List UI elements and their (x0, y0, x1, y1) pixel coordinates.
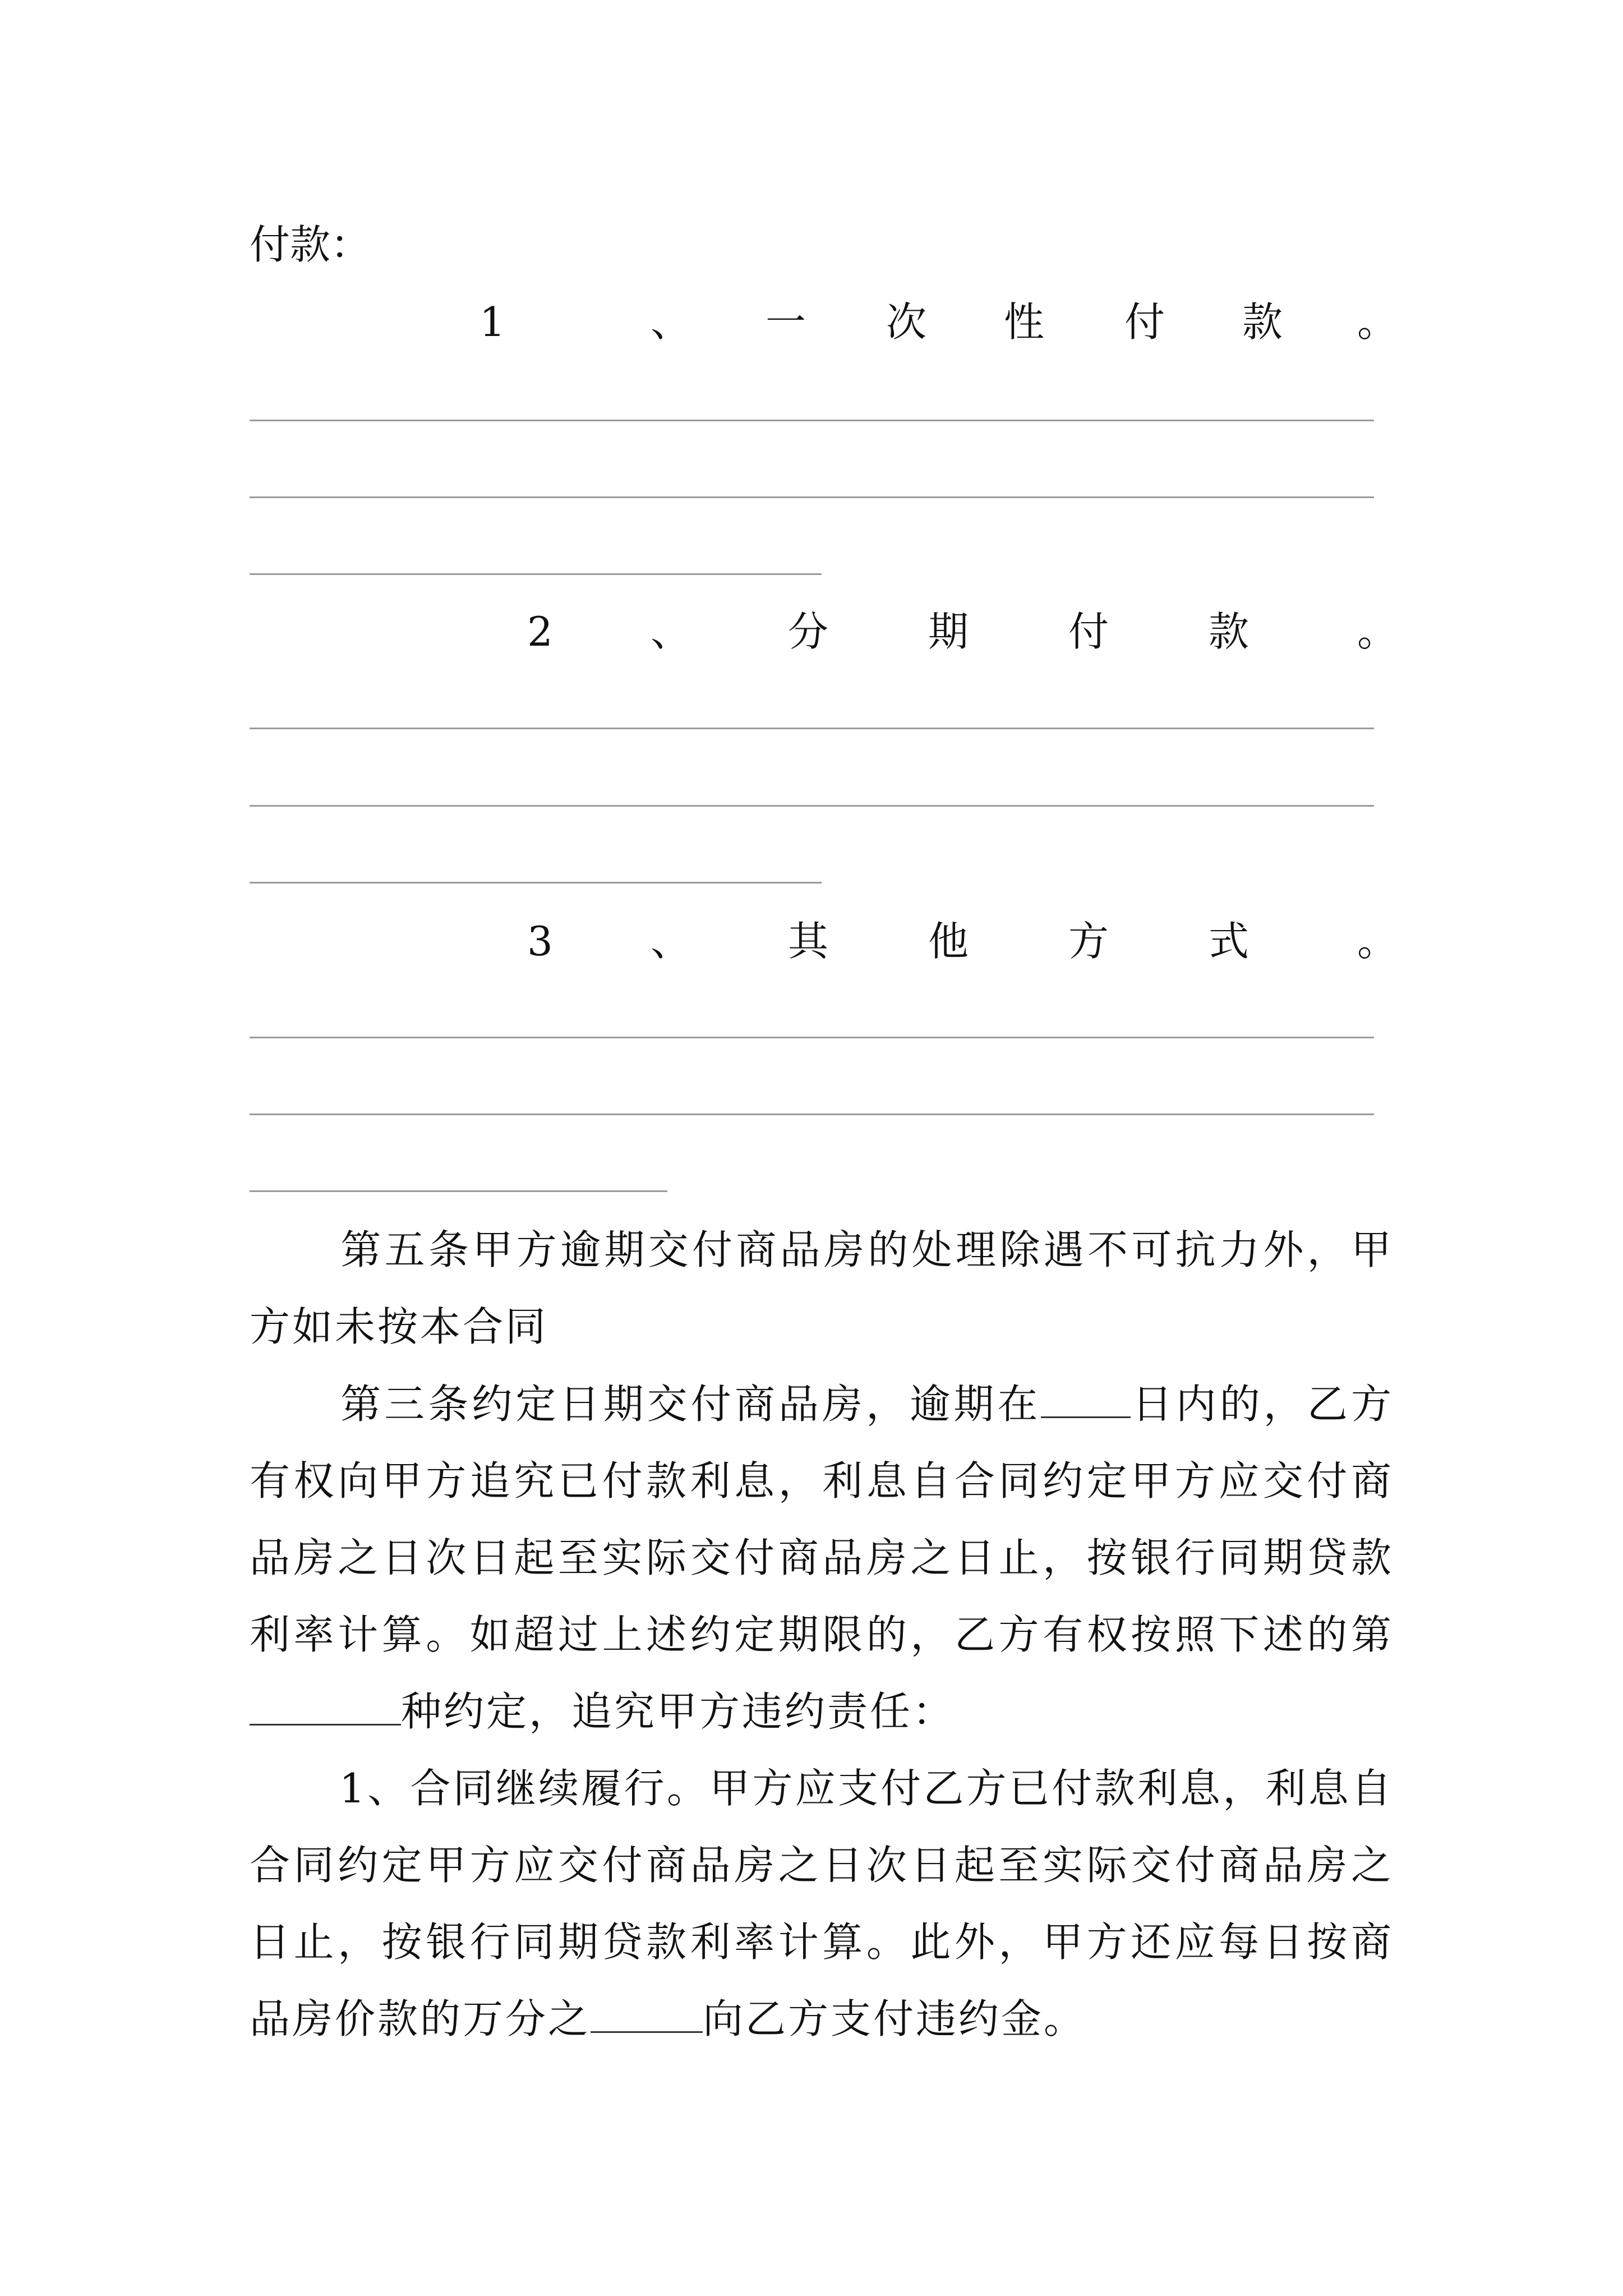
item-number: 3 (527, 918, 553, 965)
fill-in-line (250, 496, 1374, 498)
article-5-paragraph (250, 1212, 1394, 1365)
item-char: 性 (1004, 298, 1045, 346)
item-char: 付 (1124, 298, 1165, 346)
article-3-text-a: 第三条约定日期交付商品房，逾期在 (339, 1381, 1041, 1428)
fill-in-line (250, 728, 1374, 729)
item-char: 分 (788, 608, 829, 655)
fill-in-line (250, 1037, 1374, 1038)
fill-in-line (250, 1114, 1374, 1115)
item-char: 次 (886, 298, 927, 346)
item-end: 。 (1357, 918, 1398, 965)
item-char: 期 (928, 608, 969, 655)
item-separator: 、 (651, 298, 691, 346)
article-3-paragraph (250, 1366, 1394, 1750)
item-char: 付 (1068, 608, 1109, 655)
article-5-text: 第五条甲方逾期交付商品房的处理除遇不可抗力外，甲方如未按本合同 (250, 1226, 1394, 1350)
item-char: 款 (1242, 298, 1283, 346)
article-3-text-c: 种约定，追究甲方违约责任： (401, 1688, 956, 1735)
item-number: 1 (479, 298, 505, 346)
fill-in-line (250, 805, 1374, 807)
item-end: 。 (1357, 298, 1398, 346)
fill-in-line (250, 1190, 667, 1192)
fill-in-line (250, 420, 1374, 421)
item-separator: 、 (651, 608, 691, 655)
clause-1-text-a: 1、合同继续履行。甲方应支付乙方已付款利息，利息自合同约定甲方应交付商品房之日次日起至实际交付商品房之日止，按银行同期贷款利率计算。此外，甲方还应每日按商品房价款的万分之 (250, 1765, 1394, 2042)
fill-in-line (250, 882, 822, 884)
days-blank (1041, 1383, 1131, 1418)
item-char: 式 (1209, 918, 1249, 965)
item-number: 2 (527, 608, 553, 655)
item-char: 款 (1209, 608, 1249, 655)
item-char: 其 (788, 918, 829, 965)
article-3-text-b: 日内的，乙方有权向甲方追究已付款利息，利息自合同约定甲方应交付商品房之日次日起至实际交付商品房之日止，按银行同期贷款利率计算。如超过上述约定期限的，乙方有权按照下述的第 (250, 1381, 1394, 1658)
penalty-rate-blank (591, 1998, 703, 2033)
item-end: 。 (1357, 608, 1398, 655)
option-blank (250, 1690, 401, 1726)
fill-in-line (250, 573, 822, 575)
clause-1-paragraph (250, 1750, 1394, 2058)
item-char: 一 (766, 298, 806, 346)
section-heading: 付款： (250, 221, 371, 268)
item-char: 方 (1068, 918, 1109, 965)
item-separator: 、 (651, 918, 691, 965)
item-char: 他 (928, 918, 969, 965)
clause-1-text-b: 向乙方支付违约金。 (703, 1995, 1087, 2042)
